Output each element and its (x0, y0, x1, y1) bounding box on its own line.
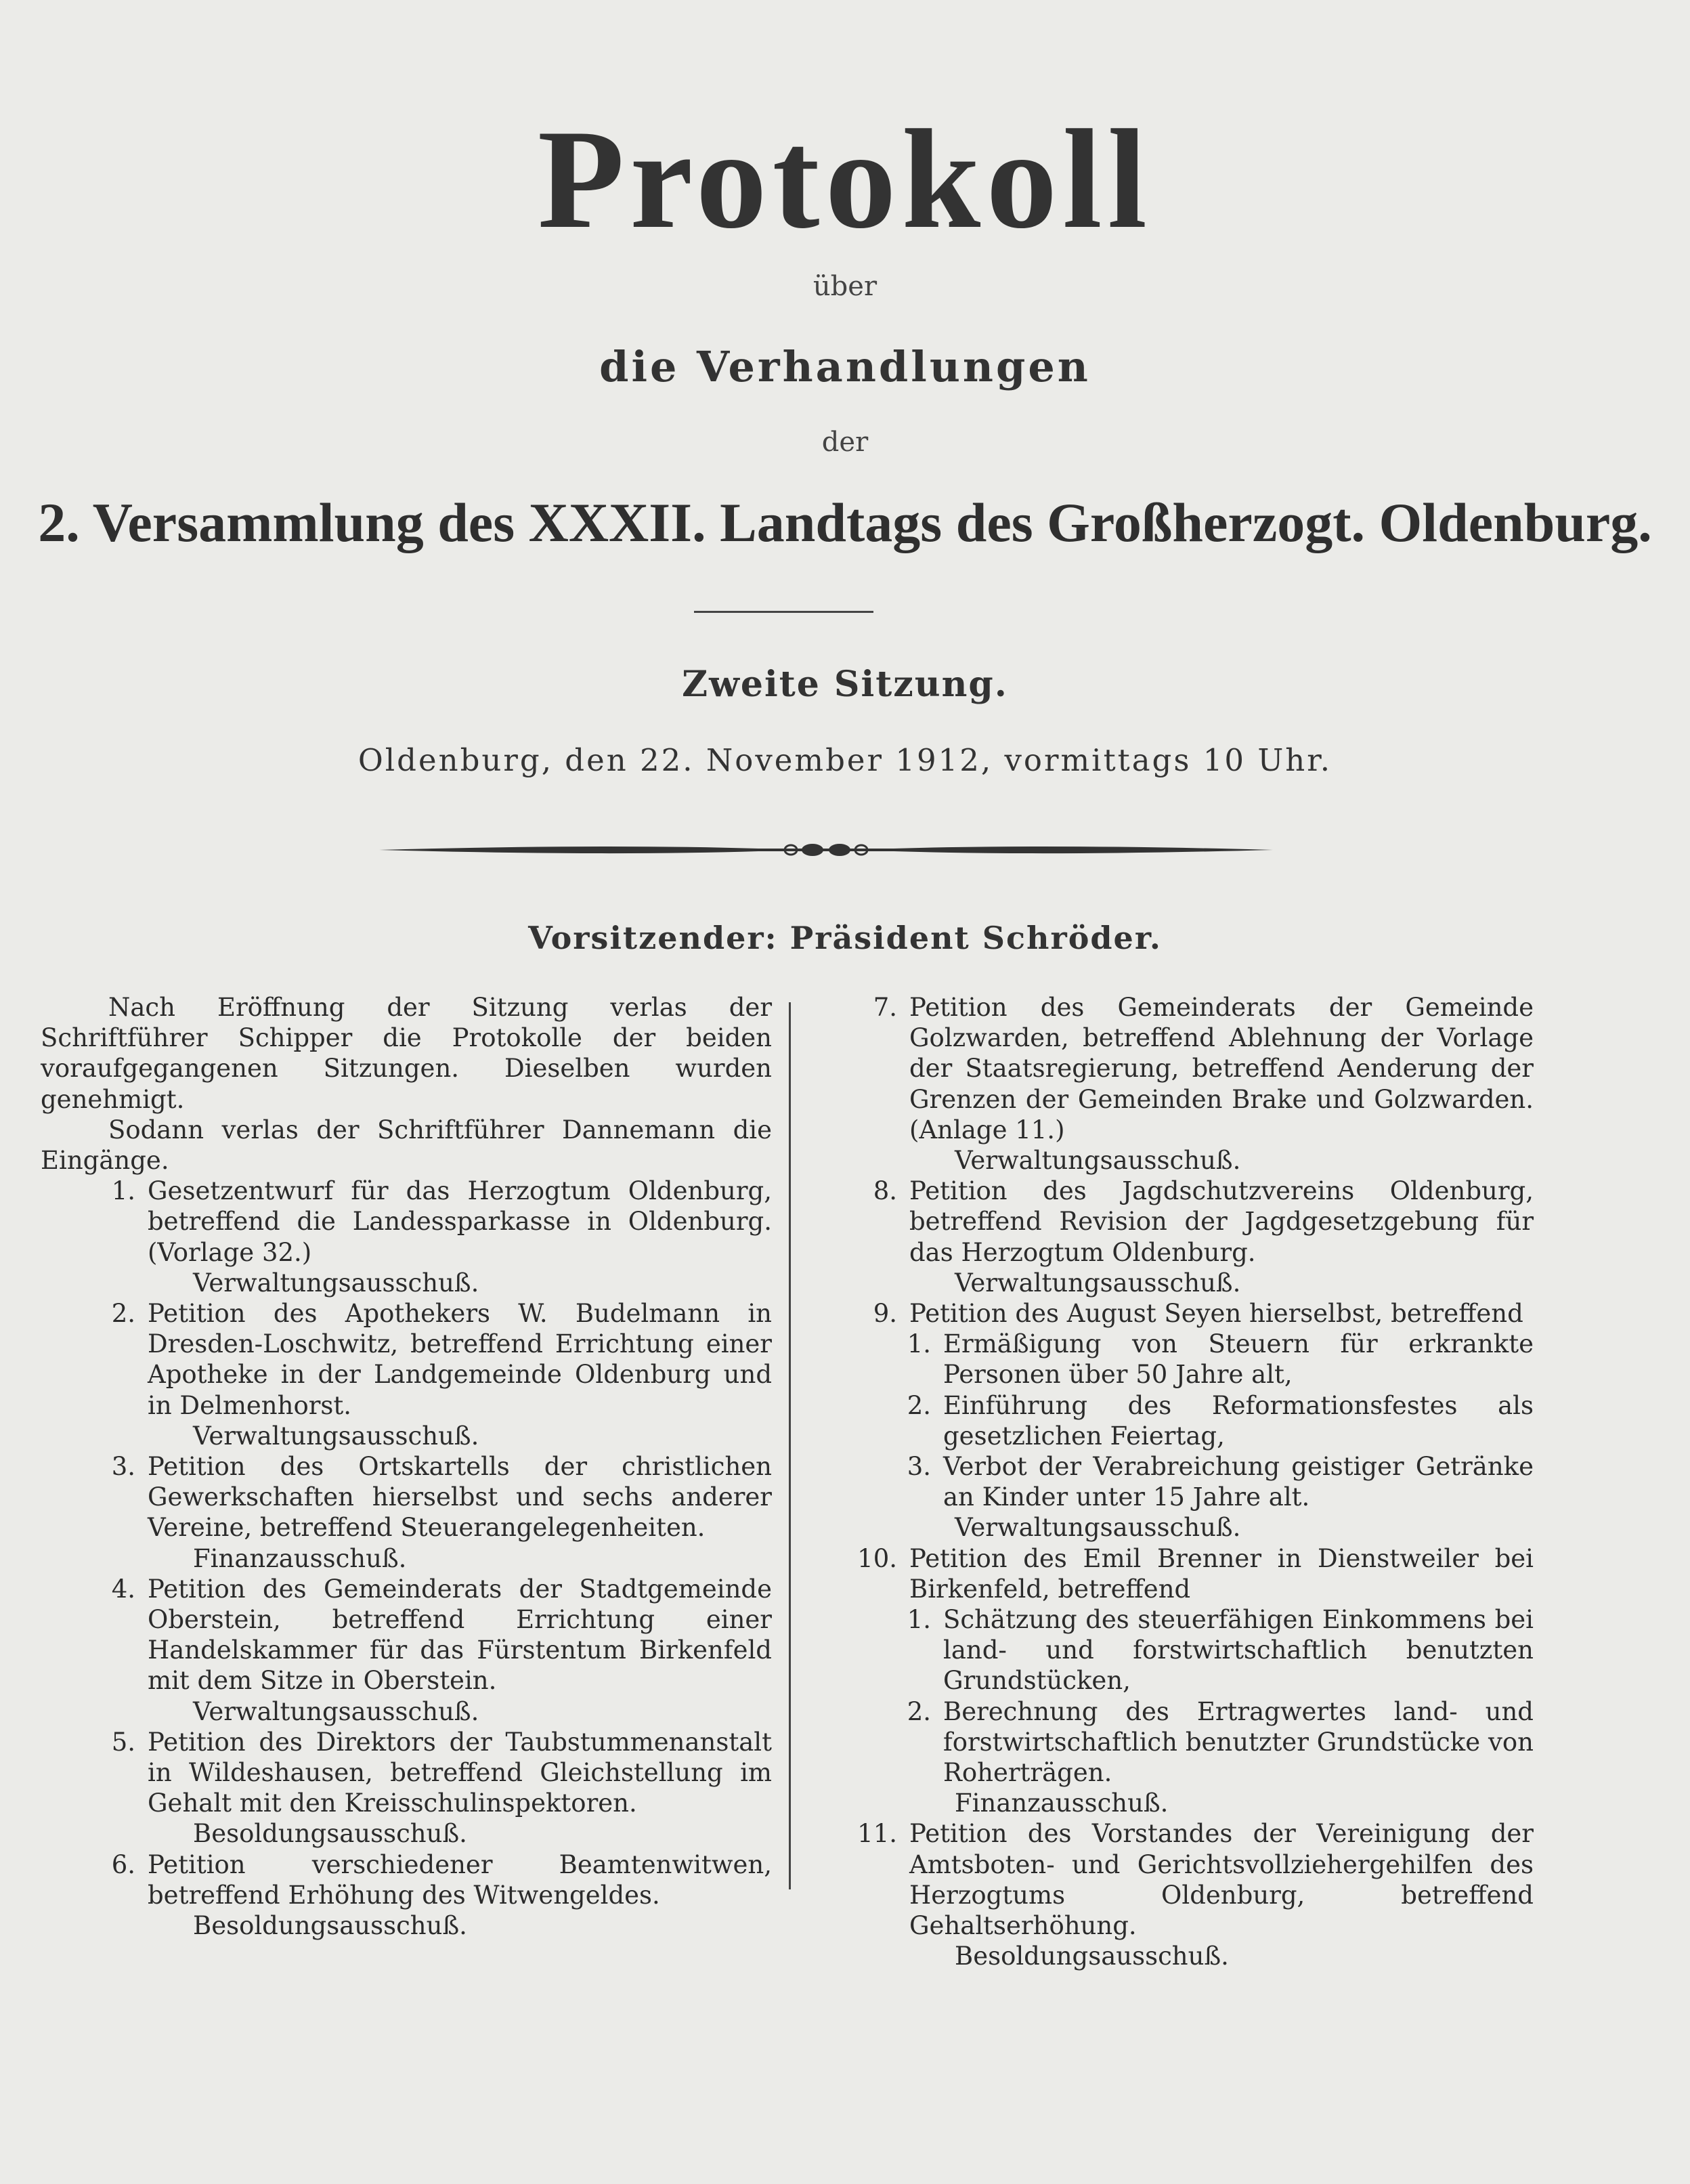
ornamental-rule (379, 834, 1273, 865)
sub-item-text: Einführung des Reformationsfestes als gesetzlichen Feiertag, (943, 1390, 1534, 1451)
committee-label: Besoldungsausschuß. (193, 1819, 467, 1849)
sub-item-number: 1. (907, 1329, 931, 1359)
right-column (823, 992, 1534, 1972)
item-number: 6. (111, 1849, 135, 1879)
list-item (823, 1818, 1534, 1941)
item-text: Petition des Apothekers W. Budelmann in Dresden-Loschwitz, betreffend Errichtung einer Apotheke in der Landgemeinde Oldenburg und in Delmenhorst. (148, 1299, 772, 1420)
committee-label: Verwaltungsausschuß. (193, 1421, 479, 1451)
list-item (823, 1543, 1534, 1604)
list-item (41, 1849, 772, 1910)
sub-item-number: 3. (907, 1452, 931, 1482)
connector-ueber: über (812, 271, 878, 302)
short-divider (694, 611, 873, 613)
item-text: Petition des August Seyen hierselbst, betreffend (909, 1299, 1523, 1329)
intro-paragraph: Sodann verlas der Schriftführer Dannemann die Eingänge. (41, 1115, 772, 1176)
list-item (823, 992, 1534, 1145)
list-item (41, 1727, 772, 1819)
sub-item (823, 1390, 1534, 1451)
list-item (823, 1298, 1534, 1329)
connector-der: der (821, 427, 869, 458)
item-text: Petition des Emil Brenner in Dienstweiler bei Birkenfeld, betreffend (909, 1543, 1534, 1604)
chair-line: Vorsitzender: Präsident Schröder. (528, 920, 1162, 956)
item-text: Petition des Jagdschutzvereins Oldenburg, betreffend Revision der Jagdgesetzgebung für das Herzogtum Oldenburg. (909, 1176, 1534, 1267)
item-number: 7. (873, 993, 897, 1022)
committee-label: Verwaltungsausschuß. (955, 1513, 1241, 1543)
committee-label: Finanzausschuß. (955, 1789, 1169, 1818)
committee-label: Finanzausschuß. (193, 1543, 407, 1573)
sub-item-number: 1. (907, 1605, 931, 1635)
sub-item (823, 1604, 1534, 1696)
sub-item (823, 1451, 1534, 1512)
item-number: 1. (111, 1176, 135, 1206)
sub-item-text: Ermäßigung von Steuern für erkrankte Personen über 50 Jahre alt, (943, 1329, 1534, 1390)
list-item (823, 1176, 1534, 1268)
committee-label: Verwaltungsausschuß. (193, 1268, 479, 1298)
item-number: 3. (111, 1452, 135, 1482)
left-column (41, 992, 772, 1941)
session-heading: Zweite Sitzung. (682, 664, 1008, 705)
list-item (41, 1451, 772, 1543)
list-item (41, 1176, 772, 1268)
intro-paragraph: Nach Eröffnung der Sitzung verlas der Schriftführer Schipper die Protokolle der beiden voraufgegangenen Sitzungen. Dieselben wurden genehmigt. (41, 993, 772, 1114)
item-text: Petition verschiedener Beamtenwitwen, betreffend Erhöhung des Witwengeldes. (148, 1849, 772, 1910)
sub-item (823, 1696, 1534, 1789)
sub-item-text: Verbot der Verabreichung geistiger Getränke an Kinder unter 15 Jahre alt. (943, 1452, 1534, 1512)
committee-label: Verwaltungsausschuß. (193, 1696, 479, 1726)
item-text: Petition des Vorstandes der Vereinigung der Amtsboten- und Gerichtsvollziehergehilfen des Herzogtums Oldenburg, betreffend Gehaltserhöhung. (909, 1819, 1534, 1941)
item-text: Petition des Direktors der Taubstummenanstalt in Wildeshausen, betreffend Gleichstellung im Gehalt mit den Kreisschulinspektoren. (148, 1727, 772, 1818)
committee-label: Besoldungsausschuß. (955, 1942, 1229, 1971)
page-title: Protokoll (537, 101, 1153, 258)
committee-label: Besoldungsausschuß. (193, 1911, 467, 1941)
item-number: 5. (111, 1727, 135, 1757)
item-text: Petition des Gemeinderats der Stadtgemeinde Oberstein, betreffend Errichtung einer Handelskammer für das Fürstentum Birkenfeld mit dem Sitze in Oberstein. (148, 1574, 772, 1696)
item-number: 10. (857, 1543, 897, 1573)
item-number: 9. (873, 1299, 897, 1329)
assembly-heading: 2. Versammlung des XXXII. Landtags des Großherzogt. Oldenburg. (38, 492, 1652, 553)
dateline: Oldenburg, den 22. November 1912, vormittags 10 Uhr. (358, 742, 1332, 778)
sub-item-text: Berechnung des Ertragwertes land- und forstwirtschaftlich benutzter Grundstücke von Roherträgen. (943, 1696, 1534, 1788)
item-number: 11. (857, 1819, 897, 1849)
list-item (41, 1298, 772, 1421)
committee-label: Verwaltungsausschuß. (955, 1268, 1241, 1298)
column-divider (789, 1002, 791, 1889)
sub-item (823, 1329, 1534, 1390)
sub-item-number: 2. (907, 1696, 931, 1726)
item-number: 2. (111, 1299, 135, 1329)
item-text: Petition des Gemeinderats der Gemeinde Golzwarden, betreffend Ablehnung der Vorlage der Staatsregierung, betreffend Aenderung der Grenzen der Gemeinden Brake und Golzwarden. (Anlage 11.) (909, 993, 1534, 1144)
item-number: 4. (111, 1574, 135, 1604)
item-text: Petition des Ortskartells der christlichen Gewerkschaften hierselbst und sechs anderer Vereine, betreffend Steuerangelegenheiten. (148, 1452, 772, 1543)
subtitle: die Verhandlungen (599, 342, 1091, 391)
list-item (41, 1574, 772, 1696)
item-text: Gesetzentwurf für das Herzogtum Oldenburg, betreffend die Landessparkasse in Oldenburg. (Vorlage 32.) (148, 1176, 772, 1267)
sub-item-text: Schätzung des steuerfähigen Einkommens bei land- und forstwirtschaftlich benutzten Grundstücken, (943, 1605, 1534, 1696)
committee-label: Verwaltungsausschuß. (955, 1146, 1241, 1176)
sub-item-number: 2. (907, 1390, 931, 1420)
item-number: 8. (873, 1176, 897, 1206)
